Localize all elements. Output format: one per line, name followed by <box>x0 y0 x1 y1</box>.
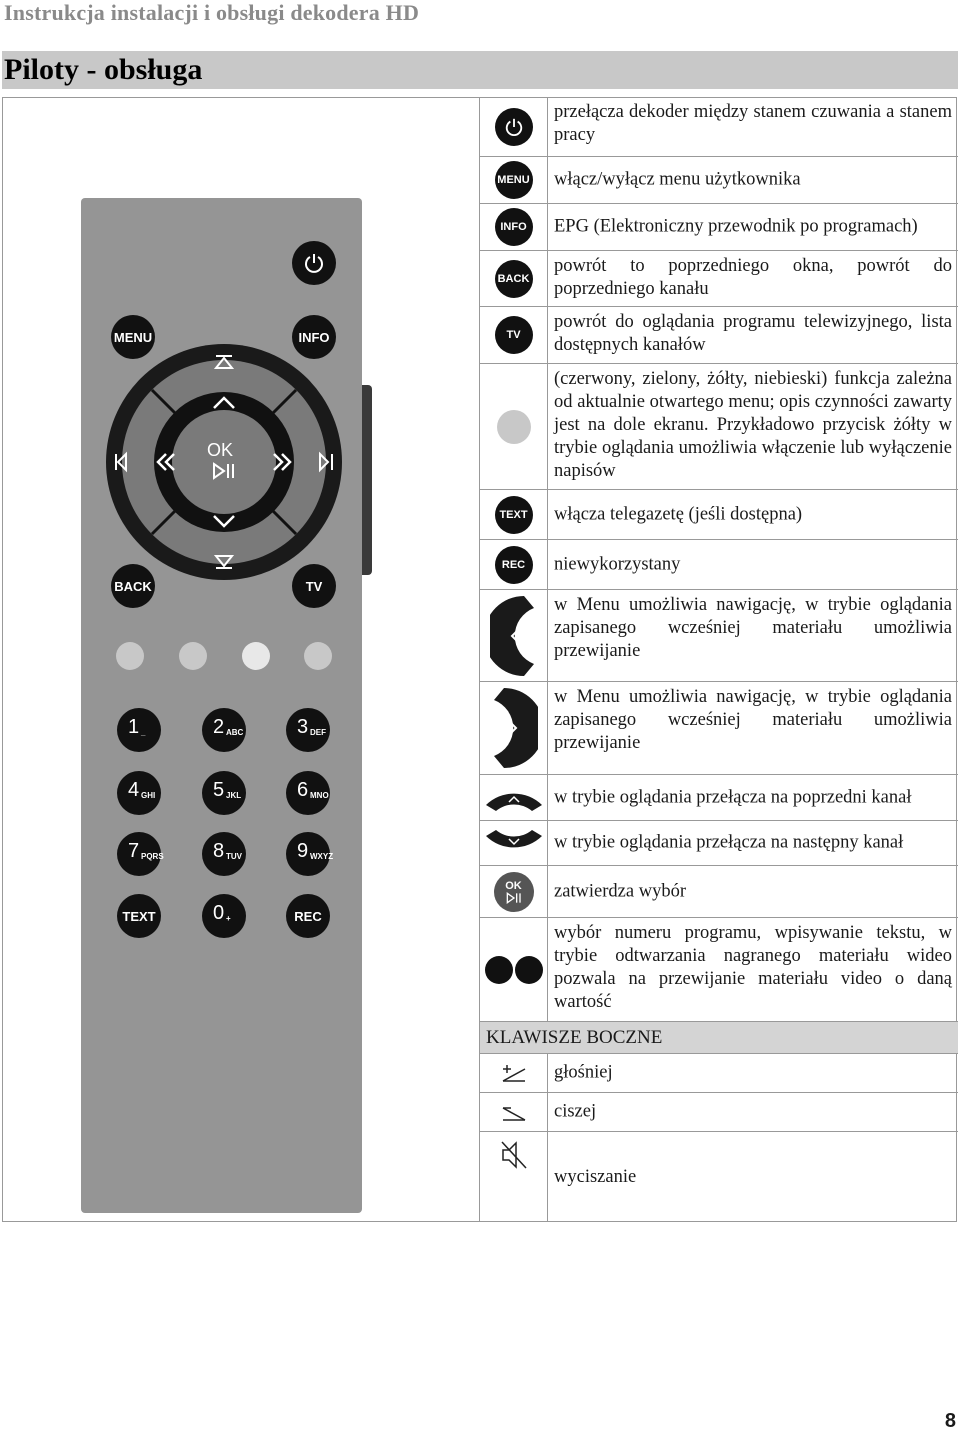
page-number: 8 <box>944 1410 956 1432</box>
info-button-icon: INFO <box>495 208 533 246</box>
remote-digit-5: 5 JKL <box>202 771 246 815</box>
row-description: wyciszanie <box>554 1167 637 1187</box>
row-info <box>480 204 958 251</box>
row-mute <box>480 1132 958 1222</box>
up-segment-icon <box>484 783 544 813</box>
document-header: Instrukcja instalacji i obsługi dekodera HD <box>4 0 420 25</box>
row-volume-down <box>480 1093 958 1132</box>
remote-power-button <box>292 241 336 285</box>
row-description: przełącza dekoder między stanem czuwania a stanem pracy <box>554 102 952 145</box>
volume-up-icon <box>501 1063 527 1083</box>
text-button-icon: TEXT <box>495 496 533 534</box>
remote-ok-label: OK <box>207 440 234 460</box>
tv-button-icon: TV <box>495 316 533 354</box>
remote-back-button: BACK <box>111 564 155 608</box>
section-title: Piloty - obsługa <box>4 53 203 86</box>
menu-button-icon: MENU <box>495 161 533 199</box>
row-description: w trybie oglądania przełącza na poprzedni kanał <box>554 787 912 807</box>
row-description: włącz/wyłącz menu użytkownika <box>554 169 801 190</box>
remote-color-button-2 <box>179 642 207 670</box>
row-description: ciszej <box>554 1101 597 1122</box>
remote-text-button: TEXT <box>117 894 161 938</box>
remote-info-button: INFO <box>292 315 336 359</box>
rec-button-icon: REC <box>495 546 533 584</box>
row-number-buttons <box>480 918 958 1022</box>
row-text <box>480 490 958 540</box>
color-button-icon <box>497 410 531 444</box>
forward-segment-icon <box>490 686 538 770</box>
row-description: w Menu umożliwia nawigację, w trybie oglądania zapisanego wcześniej materiału umożliwia przewijanie <box>554 595 952 661</box>
remote-tv-button: TV <box>292 564 336 608</box>
row-color-buttons <box>480 364 958 490</box>
row-description: zatwierdza wybór <box>554 881 687 901</box>
volume-down-icon <box>501 1102 527 1122</box>
number-buttons-icon <box>485 956 543 984</box>
row-description: w trybie oglądania przełącza na następny kanał <box>554 832 904 853</box>
remote-menu-button: MENU <box>111 315 155 359</box>
row-up <box>480 775 958 821</box>
row-tv <box>480 307 958 364</box>
row-description: EPG (Elektroniczny przewodnik po programach) <box>554 216 918 237</box>
remote-color-button-3 <box>242 642 270 670</box>
row-forward <box>480 682 958 775</box>
rewind-segment-icon <box>490 594 538 678</box>
power-icon <box>303 252 325 274</box>
row-description: włącza telegazetę (jeśli dostępna) <box>554 504 803 524</box>
mute-icon <box>500 1140 528 1170</box>
row-description: w Menu umożliwia nawigację, w trybie oglądania zapisanego wcześniej materiału umożliwia przewijanie <box>554 687 952 753</box>
row-volume-up <box>480 1054 958 1093</box>
side-keys-header: KLAWISZE BOCZNE <box>480 1022 958 1054</box>
remote-digit-8: 8 TUV <box>202 832 246 876</box>
remote-side-keys <box>362 385 372 575</box>
remote-digit-2: 2 ABC <box>202 708 246 752</box>
ok-button-icon: OK <box>494 872 534 912</box>
row-down <box>480 821 958 866</box>
row-description: powrót do oglądania programu telewizyjnego, lista dostępnych kanałów <box>554 312 952 355</box>
row-back <box>480 251 958 307</box>
row-description: niewykorzystany <box>554 554 681 574</box>
remote-digit-3: 3 DEF <box>286 708 330 752</box>
remote-digit-9: 9 WXYZ <box>286 832 330 876</box>
play-pause-icon <box>212 462 236 480</box>
row-rec <box>480 540 958 590</box>
row-description: głośniej <box>554 1062 613 1083</box>
remote-digit-7: 7 PQRS <box>117 832 161 876</box>
remote-digit-6: 6 MNO <box>286 771 330 815</box>
row-rewind <box>480 590 958 682</box>
row-description: (czerwony, zielony, żółty, niebieski) funkcja zależna od aktualnie otwartego menu; opis czynności zawarty jest na dole ekranu. Przykładowo przycisk żółty w trybie oglądania umożliwia włączenie lub wyłączenie napisów <box>554 369 952 481</box>
down-segment-icon <box>484 828 544 858</box>
row-power <box>480 97 958 157</box>
back-button-icon: BACK <box>495 260 533 298</box>
power-icon <box>495 108 533 146</box>
row-menu <box>480 157 958 204</box>
row-ok <box>480 866 958 918</box>
remote-digit-0: 0 + <box>202 894 246 938</box>
row-description: wybór numeru programu, wpisywanie tekstu, w trybie odtwarzania nagranego materiału wideo pozwala na przewijanie materiału video o daną wartość <box>554 923 952 1012</box>
remote-digit-1: 1 _ <box>117 708 161 752</box>
remote-digit-4: 4 GHI <box>117 771 161 815</box>
row-description: powrót to poprzedniego okna, powrót do poprzedniego kanału <box>554 256 952 299</box>
remote-color-button-4 <box>304 642 332 670</box>
remote-rec-button: REC <box>286 894 330 938</box>
remote-color-button-1 <box>116 642 144 670</box>
